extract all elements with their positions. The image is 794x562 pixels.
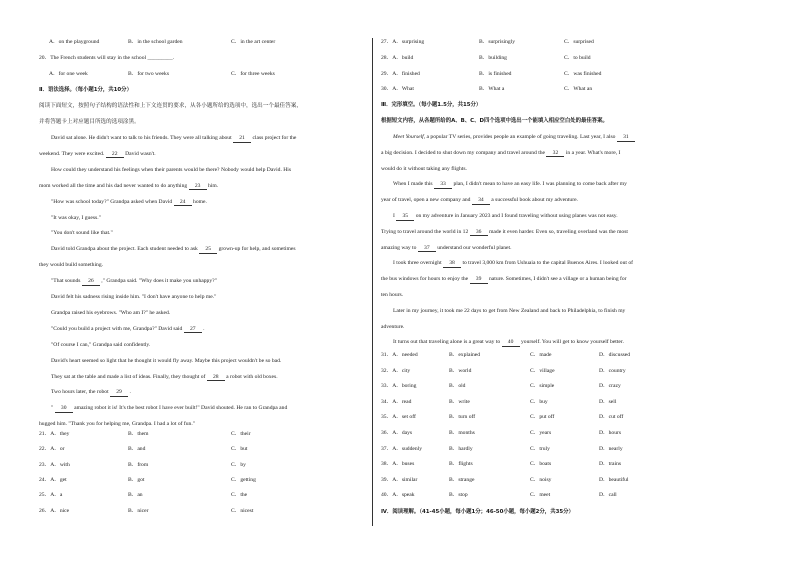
passage-text: mom worked all the time and his dad never wanted to do anything xyxy=(39,182,188,189)
passage-line xyxy=(51,231,113,237)
column-divider xyxy=(372,38,373,526)
passage-text: I xyxy=(393,213,395,219)
blank-number: 26 xyxy=(82,279,100,286)
passage-line xyxy=(51,343,150,349)
passage-text: hugged him. "Thank you for helping me, Grandpa. I had a lot of fun." xyxy=(39,421,196,428)
passage-line xyxy=(51,200,207,207)
passage-text: They sat at the table and made a list of ideas. Finally, they thought of xyxy=(51,373,206,380)
question-20-stem: 20．The French students will stay in the school _________. xyxy=(39,55,175,61)
option-choice[interactable]: B．is finished xyxy=(479,70,512,77)
option-choice[interactable]: 26．A．nice xyxy=(39,507,70,514)
option-choice[interactable]: C．in the art center xyxy=(231,39,276,45)
passage-text: to travel 3,000 km from Ushuaia to the capital Buenos Aires. I looked out of xyxy=(462,260,634,267)
passage-line xyxy=(51,216,101,222)
option-choice[interactable]: C．What an xyxy=(564,86,593,93)
option-choice[interactable]: 25．A．a xyxy=(39,492,63,499)
blank-number: 30 xyxy=(55,406,73,413)
passage-line xyxy=(51,168,291,174)
option-choice[interactable]: 31．A．needed xyxy=(381,352,418,358)
passage-line xyxy=(39,184,218,191)
passage-line xyxy=(39,152,156,159)
option-choice[interactable]: C．but xyxy=(231,446,248,453)
option-choice[interactable]: 37．A．suddenly xyxy=(381,445,423,452)
passage-text: yourself. You will get to know yourself better. xyxy=(521,339,624,346)
option-choice[interactable]: B．in the school garden xyxy=(128,39,183,45)
option-choice[interactable]: B．flights xyxy=(449,461,473,468)
passage-text: grown-up for help, and sometimes xyxy=(218,246,296,253)
option-choice[interactable]: D．hours xyxy=(599,430,622,436)
passage-text: When I made this xyxy=(393,181,433,188)
option-choice[interactable]: D．trains xyxy=(599,461,622,468)
option-choice[interactable]: D．nearly xyxy=(599,445,623,452)
option-choice[interactable]: C．buy xyxy=(530,398,548,405)
blank-number: 39 xyxy=(470,277,488,284)
passage-text: It turns out that traveling alone is a great way to xyxy=(393,339,501,346)
option-choice[interactable]: 21．A．they xyxy=(39,431,70,437)
option-choice[interactable]: A．for one week xyxy=(49,71,88,77)
passage-text: David felt his sadness rising inside him. "I don't have anyone to help me." xyxy=(51,294,217,300)
passage-line xyxy=(51,359,281,365)
option-choice[interactable]: 24．A．get xyxy=(39,476,67,483)
option-choice[interactable]: 30．A．What xyxy=(381,86,414,93)
passage-text: David sat alone. He didn't want to talk to his friends. They were all talking about xyxy=(51,135,232,141)
blank-number: 40 xyxy=(502,340,520,347)
passage-text: would do it without taking any flights. xyxy=(381,165,467,172)
option-choice[interactable]: B．from xyxy=(128,461,149,468)
passage-line xyxy=(381,293,403,299)
section-3-instruction: 根据短文内容，从各题所给的A、B、C、D四个选项中选出一个能填入相应空白处的最佳答案。 xyxy=(381,118,608,124)
passage-text: David's heart seemed so light that he thought it would fly away. Maybe this project wouldn't be so bad. xyxy=(51,357,282,364)
option-choice[interactable]: B．What a xyxy=(479,86,505,93)
passage-text: "How was school today?" Grandpa asked when David xyxy=(51,198,173,205)
passage-line xyxy=(51,327,205,334)
option-choice[interactable]: 34．A．read xyxy=(381,398,412,405)
passage-text: in a year. What's more, I xyxy=(565,149,621,156)
passage-text: class project for the xyxy=(252,135,297,141)
option-choice[interactable]: 27．A．surprising xyxy=(381,39,425,45)
passage-text: a robot with old boxes. xyxy=(226,373,278,380)
passage-text: Trying to travel around the world in 12 xyxy=(381,228,469,235)
section-4-title: Ⅳ．阅读理解。（41-45小题，每小题1分；46-50小题，每小题2分，共35分） xyxy=(381,509,574,515)
passage-text: ten hours. xyxy=(381,292,404,298)
option-choice[interactable]: B．nicer xyxy=(128,507,149,514)
option-choice[interactable]: C．the xyxy=(231,492,248,499)
option-choice[interactable]: C．noisy xyxy=(530,476,552,483)
option-choice[interactable]: B．turn off xyxy=(449,414,476,421)
option-choice[interactable]: C．truly xyxy=(530,445,550,452)
blank-number: 21 xyxy=(233,136,251,143)
blank-number: 38 xyxy=(443,261,461,268)
option-choice[interactable]: B．write xyxy=(449,398,470,405)
option-choice[interactable]: 40．A．speak xyxy=(381,492,415,499)
passage-line xyxy=(39,263,103,269)
option-choice[interactable]: 35．A．set off xyxy=(381,414,416,421)
blank-number: 24 xyxy=(174,200,192,207)
option-choice[interactable]: 28．A．build xyxy=(381,54,414,61)
passage-text: . xyxy=(129,389,131,396)
passage-line xyxy=(51,375,278,382)
blank-number: 25 xyxy=(199,247,217,254)
option-choice[interactable]: D．crazy xyxy=(599,383,621,390)
option-choice[interactable]: D．sell xyxy=(599,398,617,405)
passage-text: weekend. They were excited. xyxy=(39,150,105,157)
option-choice[interactable]: B．explained xyxy=(449,352,481,358)
passage-text: "You don't sound like that." xyxy=(51,230,113,237)
option-choice[interactable]: C．simple xyxy=(530,383,555,390)
passage-line xyxy=(381,246,512,253)
option-choice[interactable]: C．getting xyxy=(231,476,256,483)
passage-text: Grandpa raised his eyebrows. "Who am I?" he asked. xyxy=(51,309,171,316)
blank-number: 33 xyxy=(434,182,452,189)
option-choice[interactable]: 22．A．or xyxy=(39,446,65,453)
option-choice[interactable]: C．was finished xyxy=(564,70,602,77)
option-choice[interactable]: 29．A．finished xyxy=(381,70,420,77)
passage-text: home. xyxy=(193,198,207,205)
option-choice[interactable]: D．cut off xyxy=(599,414,624,421)
passage-line xyxy=(393,182,627,189)
passage-text: adventure. xyxy=(381,323,405,330)
passage-line xyxy=(381,151,620,158)
option-choice[interactable]: B．and xyxy=(128,446,146,453)
blank-number: 27 xyxy=(184,327,202,334)
passage-line xyxy=(393,309,625,315)
option-choice[interactable]: C．surprised xyxy=(564,39,594,45)
passage-line xyxy=(381,198,578,205)
option-choice[interactable]: C．made xyxy=(530,352,552,358)
passage-text: they would build something. xyxy=(39,262,104,269)
passage-text: David wasn't. xyxy=(125,150,156,157)
passage-text: "That sounds xyxy=(51,278,81,285)
option-choice[interactable]: C．nicest xyxy=(231,507,254,514)
option-choice[interactable]: B．world xyxy=(449,367,472,374)
passage-text: amazing way to xyxy=(381,244,417,251)
section-2-instruction: 阅读下面短文，按照句子结构的语法性和上下文连贯的要求，从各小题所给的选项中，选出一个最佳答案， xyxy=(39,103,302,109)
passage-text: ," Grandpa said. "Why does it make you unhappy?" xyxy=(101,278,217,285)
passage-text: "Of course I can," Grandpa said confidently. xyxy=(51,341,151,348)
option-choice[interactable]: B．stop xyxy=(449,492,468,499)
passage-text: a successful book about my adventure. xyxy=(491,197,578,204)
passage-line xyxy=(381,325,404,331)
passage-text: David told Grandpa about the project. Each student needed to ask xyxy=(51,246,198,253)
passage-text: Two hours later, the robot xyxy=(51,389,109,396)
passage-text: him. xyxy=(208,182,219,189)
passage-line xyxy=(51,279,217,286)
passage-text: " xyxy=(51,405,54,412)
passage-text: year of travel, open a new company and xyxy=(381,197,471,204)
passage-text: . xyxy=(203,325,205,332)
passage-text: understand our wonderful planet. xyxy=(437,244,512,251)
passage-italic: Meet Yourself xyxy=(393,134,424,140)
option-choice[interactable]: 36．A．days xyxy=(381,430,413,436)
blank-number: 23 xyxy=(189,184,207,191)
option-choice[interactable]: B．an xyxy=(128,492,143,499)
passage-line xyxy=(51,406,287,413)
option-choice[interactable]: C．village xyxy=(530,367,555,374)
passage-line xyxy=(39,422,195,428)
section-3-title: Ⅲ．完形填空。（每小题1.5分，共15分） xyxy=(381,102,482,108)
blank-number: 29 xyxy=(110,390,128,397)
passage-text: plan, I didn't mean to have an easy life. I was planning to come back after my xyxy=(453,181,627,188)
blank-number: 31 xyxy=(617,135,635,142)
passage-text: Later in my journey, it took me 22 days to get from New Zealand and back to Philadelphia, to finish my xyxy=(393,307,626,314)
passage-text: made it even harder. Even so, traveling overland was the most xyxy=(489,228,628,235)
passage-line xyxy=(381,277,627,284)
option-choice[interactable]: B．old xyxy=(449,383,466,390)
option-choice[interactable]: B．surprisingly xyxy=(479,39,516,45)
option-choice[interactable]: C．for three weeks xyxy=(231,71,275,77)
blank-number: 34 xyxy=(472,198,490,205)
option-choice[interactable]: 23．A．with xyxy=(39,461,70,468)
option-choice[interactable]: A．on the playground xyxy=(49,39,100,45)
option-choice[interactable]: D．country xyxy=(599,367,626,374)
option-choice[interactable]: B．strange xyxy=(449,476,475,483)
option-choice[interactable]: C．meet xyxy=(530,492,551,499)
option-choice[interactable]: C．boats xyxy=(530,461,552,468)
passage-text: , a popular TV series, provides people an example of going traveling. Last year, I also xyxy=(423,134,616,140)
option-choice[interactable]: C．to build xyxy=(564,54,591,61)
blank-number: 37 xyxy=(418,246,436,253)
option-choice[interactable]: D．call xyxy=(599,492,617,499)
option-choice[interactable]: B．building xyxy=(479,54,507,61)
passage-text: "It was okay, I guess." xyxy=(51,214,101,221)
option-choice[interactable]: C．by xyxy=(231,461,246,468)
option-choice[interactable]: C．years xyxy=(530,430,552,436)
passage-line xyxy=(51,390,131,397)
passage-line xyxy=(393,214,618,221)
passage-line xyxy=(381,230,628,237)
section-2-instruction: 并将答题卡上对应题目所选的选项涂黑。 xyxy=(39,119,140,125)
section-2-title: Ⅱ．语法选择。（每小题1分，共10分） xyxy=(39,87,132,93)
option-choice[interactable]: C．their xyxy=(231,431,251,437)
option-choice[interactable]: 38．A．buses xyxy=(381,461,415,468)
option-choice[interactable]: 32．A．city xyxy=(381,367,411,374)
passage-line xyxy=(51,295,216,301)
passage-line xyxy=(51,247,296,254)
passage-text: I took three overnight xyxy=(393,260,442,267)
blank-number: 22 xyxy=(106,152,124,159)
option-choice[interactable]: D．discussed xyxy=(599,352,631,358)
option-choice[interactable]: C．put off xyxy=(530,414,555,421)
passage-text: a big decision. I decided to shut down my company and travel around the xyxy=(381,149,546,156)
passage-line xyxy=(393,340,624,347)
option-choice[interactable]: B．got xyxy=(128,476,145,483)
blank-number: 32 xyxy=(546,151,564,158)
passage-text: the bus windows for hours to enjoy the xyxy=(381,276,469,283)
option-choice[interactable]: B．months xyxy=(449,430,475,436)
option-choice[interactable]: 33．A．boring xyxy=(381,383,417,390)
blank-number: 35 xyxy=(396,214,414,221)
passage-text: "Could you build a project with me, Grandpa?" David said xyxy=(51,325,183,332)
option-choice[interactable]: B．for two weeks xyxy=(128,71,170,77)
passage-line xyxy=(393,261,633,268)
passage-line xyxy=(393,135,635,142)
option-choice[interactable]: B．them xyxy=(128,431,149,437)
option-choice[interactable]: B．hardly xyxy=(449,445,473,452)
passage-text: How could they understand his feelings when their parents would be there? Nobody would help David. His xyxy=(51,166,292,173)
passage-line xyxy=(51,136,296,143)
passage-line xyxy=(51,311,170,317)
passage-text: on my adventure in January 2023 and I found traveling without using planes was not easy. xyxy=(415,213,618,219)
passage-line xyxy=(381,167,467,173)
passage-text: amazing robot it is! It's the best robot I have ever built!" David shouted. He ran to Grandpa and xyxy=(74,405,288,412)
blank-number: 36 xyxy=(470,230,488,237)
option-choice[interactable]: 39．A．similar xyxy=(381,476,418,483)
blank-number: 28 xyxy=(207,375,225,382)
passage-text: nature. Sometimes, I didn't see a village or a human being for xyxy=(488,276,627,283)
option-choice[interactable]: D．beautiful xyxy=(599,476,629,483)
